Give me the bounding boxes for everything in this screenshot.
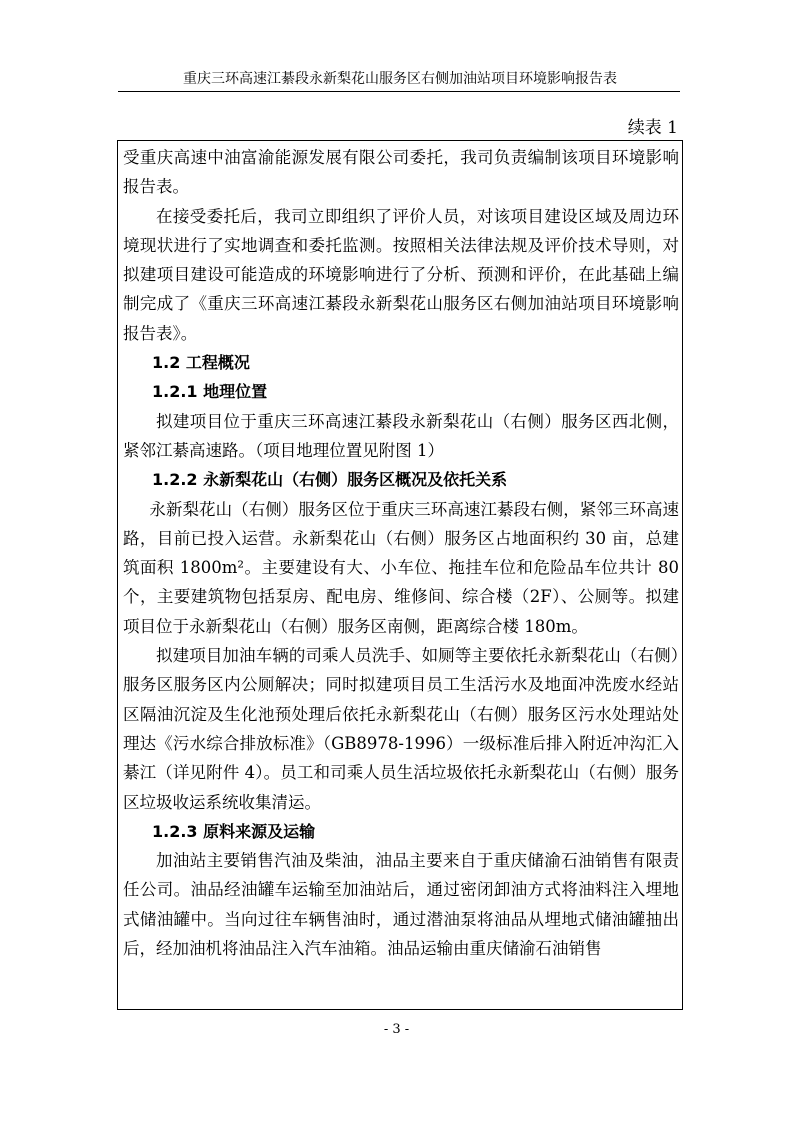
paragraph-4: 拟建项目位于重庆三环高速江綦段永新梨花山（右侧）服务区西北侧，紧邻江綦高速路。（项目地理位置见附图 1） (123, 411, 679, 460)
paragraph-6: 永新梨花山（右侧）服务区位于重庆三环高速江綦段右侧，紧邻三环高速路，目前已投入运营。永新梨花山（右侧）服务区占地面积约 30 亩，总建筑面积 1800m²。主要建设有大、小车位、拖挂车位和危险品车位共计 80 个，主要建筑物包括泵房、配电房、维修间、综合楼（2F）、公厕等。拟建项目位于永新梨花山（右侧）服务区南侧，距离综合楼 180m。 (123, 499, 679, 636)
paragraph-1: 在接受委托后，我司立即组织了评价人员，对该项目建设区域及周边环境现状进行了实地调查和委托监测。按照相关法律法规及评价技术导则，对拟建项目建设可能造成的环境影响进行了分析、预测和评价，在此基础上编制完成了《重庆三环高速江綦段永新梨花山服务区右侧加油站项目环境影响报告表》。 (123, 206, 679, 343)
section-heading-1-2-2: 1.2.2 永新梨花山（右侧）服务区概况及依托关系 (152, 470, 508, 490)
section-heading-1-2: 1.2 工程概况 (152, 353, 250, 373)
header-rule (118, 91, 680, 92)
page-header-title: 重庆三环高速江綦段永新梨花山服务区右侧加油站项目环境影响报告表 (183, 71, 617, 87)
page-number: - 3 - (383, 1022, 410, 1037)
paragraph-9: 加油站主要销售汽油及柴油，油品主要来自于重庆储渝石油销售有限责任公司。油品经油罐车运输至加油站后，通过密闭卸油方式将油料注入埋地式储油罐中。当向过往车辆售油时，通过潜油泵将油品从埋地式储油罐抽出后，经加油机将油品注入汽车油箱。油品运输由重庆储渝石油销售 (123, 851, 679, 959)
paragraph-0: 受重庆高速中油富渝能源发展有限公司委托，我司负责编制该项目环境影响报告表。 (123, 148, 679, 197)
paragraph-7: 拟建项目加油车辆的司乘人员洗手、如厕等主要依托永新梨花山（右侧）服务区服务区内公厕解决；同时拟建项目员工生活污水及地面冲洗废水经站区隔油沉淀及生化池预处理后依托永新梨花山（右侧）服务区污水处理站处理达《污水综合排放标准》（GB8978-1996）一级标准后排入附近冲沟汇入綦江（详见附件 4）。员工和司乘人员生活垃圾依托永新梨花山（右侧）服务区垃圾收运系统收集清运。 (123, 646, 679, 812)
content-body (123, 143, 679, 963)
section-heading-1-2-1: 1.2.1 地理位置 (152, 382, 268, 402)
section-heading-1-2-3: 1.2.3 原料来源及运输 (152, 821, 316, 841)
continued-label: 续表 1 (627, 118, 678, 138)
